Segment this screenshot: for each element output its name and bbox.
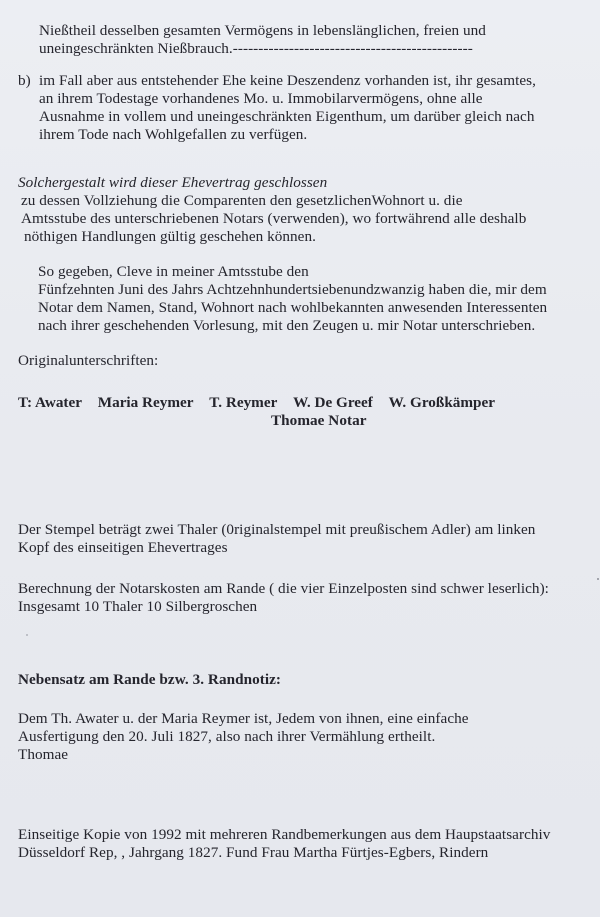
margin-heading: Nebensatz am Rande bzw. 3. Randnotiz: [18,671,281,688]
footer-line-2: Düsseldorf Rep, , Jahrgang 1827. Fund Frau Martha Fürtjes-Egbers, Rindern [18,844,489,861]
given-line-4: nach ihrer geschehenden Vorlesung, mit den Zeugen u. mir Notar unterschrieben. [38,317,536,334]
signature-grosskaemper: W. Großkämper [388,394,495,411]
signature-awater: T: Awater [18,394,82,411]
item-b-line-1: im Fall aber aus entstehender Ehe keine Deszendenz vorhanden ist, ihr gesamtes, [39,72,536,89]
item-b-line-3: Ausnahme in vollem und uneingeschränkten Eigenthum, um darüber gleich nach [39,108,535,125]
margin-line-2: Ausfertigung den 20. Juli 1827, also nach ihrer Vermählung ertheilt. [18,728,436,745]
stamp-line-1: Der Stempel beträgt zwei Thaler (0riginalstempel mit preußischem Adler) am linken [18,521,536,538]
intro-line-1: Nießtheil desselben gesamten Vermögens in lebenslänglichen, freien und [39,22,486,39]
contract-heading: Solchergestalt wird dieser Ehevertrag geschlossen [18,174,328,191]
contract-line-2: Amtsstube des unterschriebenen Notars (verwenden), wo fortwährend alle deshalb [21,210,527,227]
contract-line-1: zu dessen Vollziehung die Comparenten den gesetzlichenWohnort u. die [21,192,463,209]
scan-speck [597,578,599,580]
signature-notary: Thomae Notar [271,412,367,429]
item-b-line-4: ihrem Tode nach Wohlgefallen zu verfügen. [39,126,308,143]
margin-line-3: Thomae [18,746,69,763]
signature-de-greef: W. De Greef [293,394,373,411]
margin-line-1: Dem Th. Awater u. der Maria Reymer ist, Jedem von ihnen, eine einfache [18,710,469,727]
given-line-2: Fünfzehnten Juni des Jahrs Achtzehnhundertsiebenundzwanzig haben die, mir dem [38,281,547,298]
signature-row [18,394,495,412]
costs-line-1: Berechnung der Notarskosten am Rande ( die vier Einzelposten sind schwer leserlich): [18,580,549,597]
given-line-1: So gegeben, Cleve in meiner Amtsstube den [38,263,309,280]
signature-t-reymer: T. Reymer [209,394,278,411]
original-signatures-label: Originalunterschriften: [18,352,159,369]
item-b-line-2: an ihrem Todestage vorhandenes Mo. u. Immobilarvermögens, ohne alle [39,90,483,107]
intro-line-2: uneingeschränkten Nießbrauch.----------------------------------------------- [39,40,473,57]
costs-line-2: Insgesamt 10 Thaler 10 Silbergroschen [18,598,258,615]
footer-line-1: Einseitige Kopie von 1992 mit mehreren Randbemerkungen aus dem Haupstaatsarchiv [18,826,551,843]
given-line-3: Notar dem Namen, Stand, Wohnort nach wohlbekannten anwesenden Interessenten [38,299,548,316]
scan-speck [26,634,28,636]
signature-maria-reymer: Maria Reymer [97,394,194,411]
item-b-label: b) [18,72,31,89]
stamp-line-2: Kopf des einseitigen Ehevertrages [18,539,228,556]
contract-line-3: nöthigen Handlungen gültig geschehen können. [24,228,316,245]
